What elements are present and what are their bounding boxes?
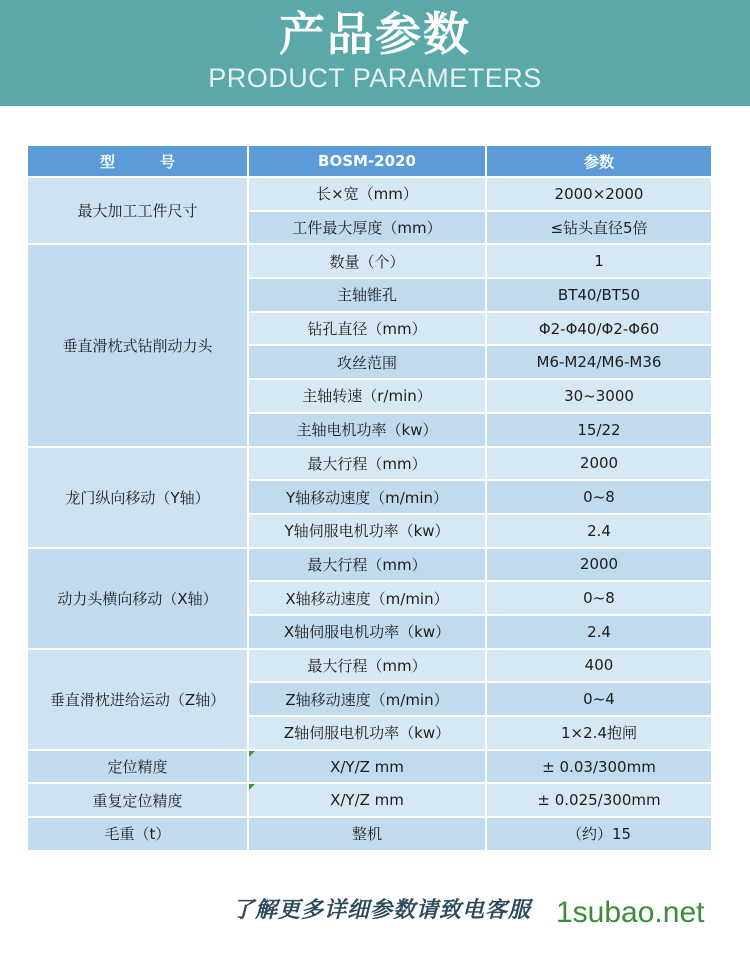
table-cell-value: 15/22: [487, 414, 713, 448]
table-cell-value: 1×2.4抱闸: [487, 717, 713, 751]
table-group-label: 重复定位精度: [28, 784, 249, 818]
table-cell-value: 2.4: [487, 616, 713, 650]
site-logo-text: 1subao.net: [556, 896, 705, 929]
table-header-2: 参数: [487, 146, 713, 178]
table-cell-value: 1: [487, 245, 713, 279]
table-cell-item: 最大行程（mm）: [249, 448, 487, 482]
table-group-label: 垂直滑枕进给运动（Z轴）: [28, 650, 249, 751]
table-cell-item: 数量（个）: [249, 245, 487, 279]
header-banner: [0, 0, 750, 106]
table-cell-item: 长×宽（mm）: [249, 178, 487, 212]
table-cell-item: Y轴伺服电机功率（kw）: [249, 515, 487, 549]
table-cell-value: 2000: [487, 549, 713, 583]
page-title: 产品参数: [279, 7, 471, 61]
table-cell-item: 主轴转速（r/min）: [249, 380, 487, 414]
table-group-label: 龙门纵向移动（Y轴）: [28, 448, 249, 549]
table-cell-item: 钻孔直径（mm）: [249, 313, 487, 347]
table-cell-item: 主轴电机功率（kw）: [249, 414, 487, 448]
page-subtitle: PRODUCT PARAMETERS: [208, 63, 542, 93]
contact-text: 了解更多详细参数请致电客服: [232, 898, 532, 923]
table-cell-value: 0~8: [487, 481, 713, 515]
table-cell-value: 2.4: [487, 515, 713, 549]
table-group-label: 垂直滑枕式钻削动力头: [28, 245, 249, 447]
table-cell-value: 30~3000: [487, 380, 713, 414]
table-cell-item: X/Y/Z mm: [249, 751, 487, 785]
table-cell-item: 工件最大厚度（mm）: [249, 212, 487, 246]
table-cell-value: 2000: [487, 448, 713, 482]
table-cell-item: 主轴锥孔: [249, 279, 487, 313]
table-cell-value: 0~8: [487, 582, 713, 616]
table-header-0: 型 号: [28, 146, 249, 178]
table-cell-item: 最大行程（mm）: [249, 650, 487, 684]
table-cell-value: 2000×2000: [487, 178, 713, 212]
table-cell-item: X/Y/Z mm: [249, 784, 487, 818]
table-cell-item: 最大行程（mm）: [249, 549, 487, 583]
table-cell-item: 攻丝范围: [249, 346, 487, 380]
table-group-label: 毛重（t）: [28, 818, 249, 852]
table-cell-item: X轴移动速度（m/min）: [249, 582, 487, 616]
table-cell-value: Φ2-Φ40/Φ2-Φ60: [487, 313, 713, 347]
table-cell-item: Z轴伺服电机功率（kw）: [249, 717, 487, 751]
table-cell-item: Z轴移动速度（m/min）: [249, 683, 487, 717]
table-cell-value: M6-M24/M6-M36: [487, 346, 713, 380]
table-group-label: 最大加工工件尺寸: [28, 178, 249, 245]
table-cell-value: BT40/BT50: [487, 279, 713, 313]
table-cell-value: （约）15: [487, 818, 713, 852]
table-header-1: BOSM-2020: [249, 146, 487, 178]
table-cell-value: ± 0.03/300mm: [487, 751, 713, 785]
table-cell-item: Y轴移动速度（m/min）: [249, 481, 487, 515]
table-cell-value: ± 0.025/300mm: [487, 784, 713, 818]
table-cell-value: 400: [487, 650, 713, 684]
table-group-label: 定位精度: [28, 751, 249, 785]
parameters-grid: [28, 146, 713, 852]
parameters-table: [28, 146, 713, 852]
table-cell-value: ≤钻头直径5倍: [487, 212, 713, 246]
table-cell-item: X轴伺服电机功率（kw）: [249, 616, 487, 650]
table-cell-value: 0~4: [487, 683, 713, 717]
table-cell-item: 整机: [249, 818, 487, 852]
table-group-label: 动力头横向移动（X轴）: [28, 549, 249, 650]
